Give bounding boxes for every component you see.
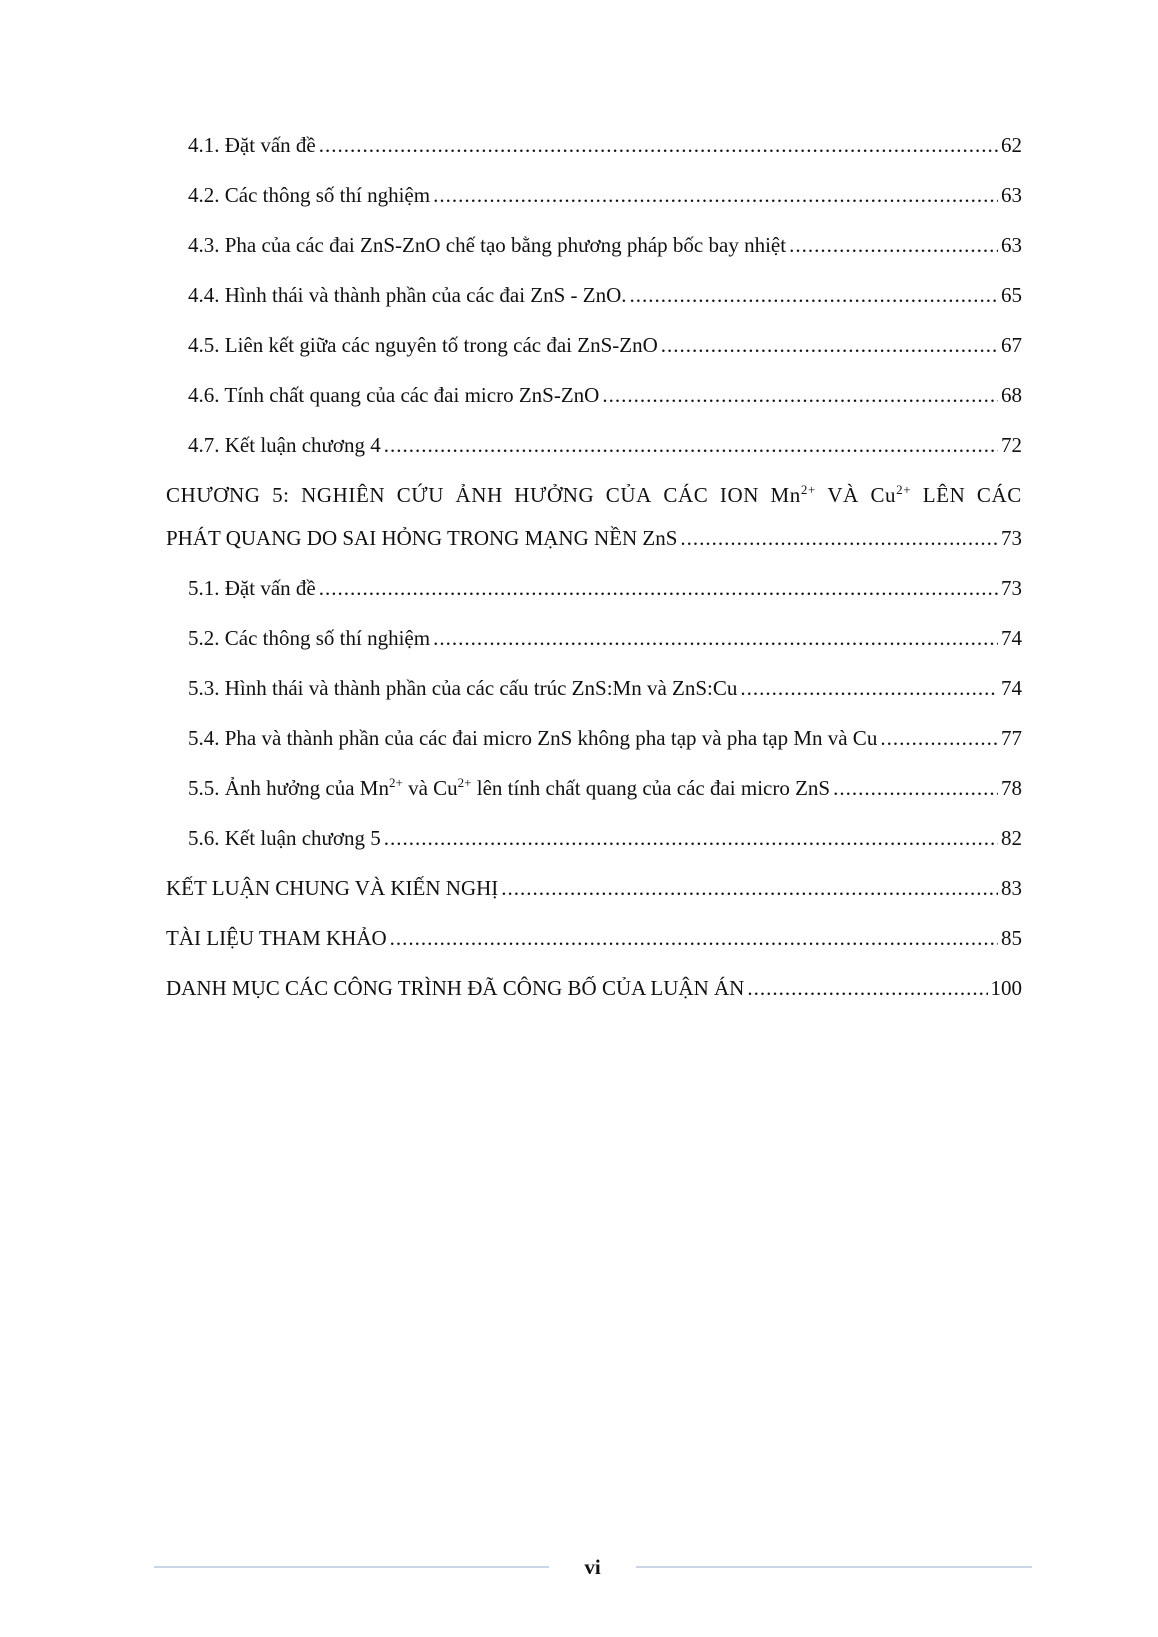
footer-rule-left [154,1566,549,1568]
toc-entry-title: 5.1. Đặt vấn đề [188,576,316,600]
toc-entry-title: 4.3. Pha của các đai ZnS-ZnO chế tạo bằng phương pháp bốc bay nhiệt [188,233,787,257]
dot-leader [384,427,998,463]
toc-entry-page: 82 [1001,826,1022,850]
dot-leader [680,520,998,556]
toc-entry-4-2[interactable] [166,177,1022,227]
ion-charge: 2+ [896,482,912,497]
toc-entry-page: 78 [1001,776,1022,800]
title-part: và Cu [402,776,458,800]
toc-entry-page: 63 [1001,183,1022,207]
ion-symbol: Mn [770,483,801,507]
toc-entry-5-4[interactable] [166,720,1022,770]
ion-charge: 2+ [457,775,472,790]
dot-leader [630,277,998,313]
toc-entry-page: 74 [1001,626,1022,650]
dot-leader [602,377,998,413]
chapter-5-word: VÀ [827,483,859,507]
toc-entry-title: 4.6. Tính chất quang của các đai micro ZnS-ZnO [188,383,600,407]
toc-entry-page: 85 [1001,926,1022,950]
dot-leader [880,720,998,756]
chapter-5-word-ion [870,477,911,520]
toc-entry-5-3[interactable] [166,670,1022,720]
chapter-5-title-line-2 [166,520,1022,570]
toc-entry-title: 4.2. Các thông số thí nghiệm [188,183,431,207]
toc-entry-conclusion[interactable] [166,870,1022,920]
chapter-5-word: CÁC [663,483,709,507]
ion-charge: 2+ [800,482,816,497]
toc-entry-title: DANH MỤC CÁC CÔNG TRÌNH ĐÃ CÔNG BỐ CỦA LUẬN ÁN [166,976,745,1000]
toc-entry-page: 63 [1001,233,1022,257]
toc-entry-page: 72 [1001,433,1022,457]
toc-entry-page: 68 [1001,383,1022,407]
dot-leader [747,970,987,1006]
ion-symbol: Cu [870,483,897,507]
toc-entry-4-7[interactable] [166,427,1022,477]
toc-entry-page: 74 [1001,676,1022,700]
dot-leader [789,227,998,263]
page-number: vi [584,1555,601,1579]
toc-entry-title: 5.3. Hình thái và thành phần của các cấu trúc ZnS:Mn và ZnS:Cu [188,676,738,700]
toc-entry-5-6[interactable] [166,820,1022,870]
chapter-5-word: CỨU [396,483,444,507]
toc-entry-page: 83 [1001,876,1022,900]
table-of-contents [166,127,1022,1020]
toc-entry-5-5[interactable] [166,770,1022,820]
dot-leader [384,820,998,856]
toc-entry-4-6[interactable] [166,377,1022,427]
title-part: lên tính chất quang của các đai micro ZnS [471,776,831,800]
chapter-5-word: CỦA [605,483,652,507]
toc-entry-page: 73 [1001,526,1022,550]
toc-entry-title: 4.1. Đặt vấn đề [188,133,316,157]
toc-entry-title [188,770,830,806]
dot-leader [833,770,998,806]
chapter-5-word: 5: [272,483,290,507]
dot-leader [740,670,998,706]
toc-entry-title: 4.4. Hình thái và thành phần của các đai ZnS - ZnO. [188,283,627,307]
toc-entry-references[interactable] [166,920,1022,970]
toc-entry-page: 100 [990,976,1022,1000]
toc-entry-5-2[interactable] [166,620,1022,670]
dot-leader [433,620,998,656]
toc-entry-4-1[interactable] [166,127,1022,177]
toc-entry-4-3[interactable] [166,227,1022,277]
chapter-5-word-ion [771,477,816,520]
page-footer [0,1552,1158,1582]
chapter-5-word: HƯỞNG [514,483,595,507]
toc-entry-page: 65 [1001,283,1022,307]
chapter-5-word: CHƯƠNG [166,483,261,507]
toc-entry-title: 5.6. Kết luận chương 5 [188,826,381,850]
chapter-5-word: ẢNH [455,483,503,507]
toc-entry-4-4[interactable] [166,277,1022,327]
dot-leader [501,870,998,906]
dot-leader [433,177,998,213]
title-part: 5.5. Ảnh hưởng của Mn [188,776,389,800]
toc-entry-title: PHÁT QUANG DO SAI HỎNG TRONG MẠNG NỀN ZnS [166,526,678,550]
dot-leader [319,570,998,606]
toc-entry-publications[interactable] [166,970,1022,1020]
toc-entry-page: 73 [1001,576,1022,600]
toc-entry-title: 5.4. Pha và thành phần của các đai micro ZnS không pha tạp và pha tạp Mn và Cu [188,726,878,750]
chapter-5-title-line-1 [166,477,1022,520]
toc-entry-page: 62 [1001,133,1022,157]
toc-entry-page: 77 [1001,726,1022,750]
toc-entry-4-5[interactable] [166,327,1022,377]
toc-entry-title: 5.2. Các thông số thí nghiệm [188,626,431,650]
footer-rule-right [636,1566,1032,1568]
dot-leader [390,920,998,956]
toc-entry-title: 4.7. Kết luận chương 4 [188,433,381,457]
toc-entry-title: KẾT LUẬN CHUNG VÀ KIẾN NGHỊ [166,876,499,900]
toc-entry-page: 67 [1001,333,1022,357]
chapter-5-word: LÊN [922,483,966,507]
ion-charge: 2+ [388,775,403,790]
chapter-5-word: NGHIÊN [301,483,386,507]
chapter-5-word: CÁC [976,483,1022,507]
chapter-5-word: ION [719,483,759,507]
dot-leader [661,327,998,363]
toc-entry-title: 4.5. Liên kết giữa các nguyên tố trong các đai ZnS-ZnO [188,333,658,357]
toc-entry-5-1[interactable] [166,570,1022,620]
toc-entry-title: TÀI LIỆU THAM KHẢO [166,926,387,950]
toc-entry-chapter-5[interactable] [166,477,1022,570]
dot-leader [319,127,998,163]
